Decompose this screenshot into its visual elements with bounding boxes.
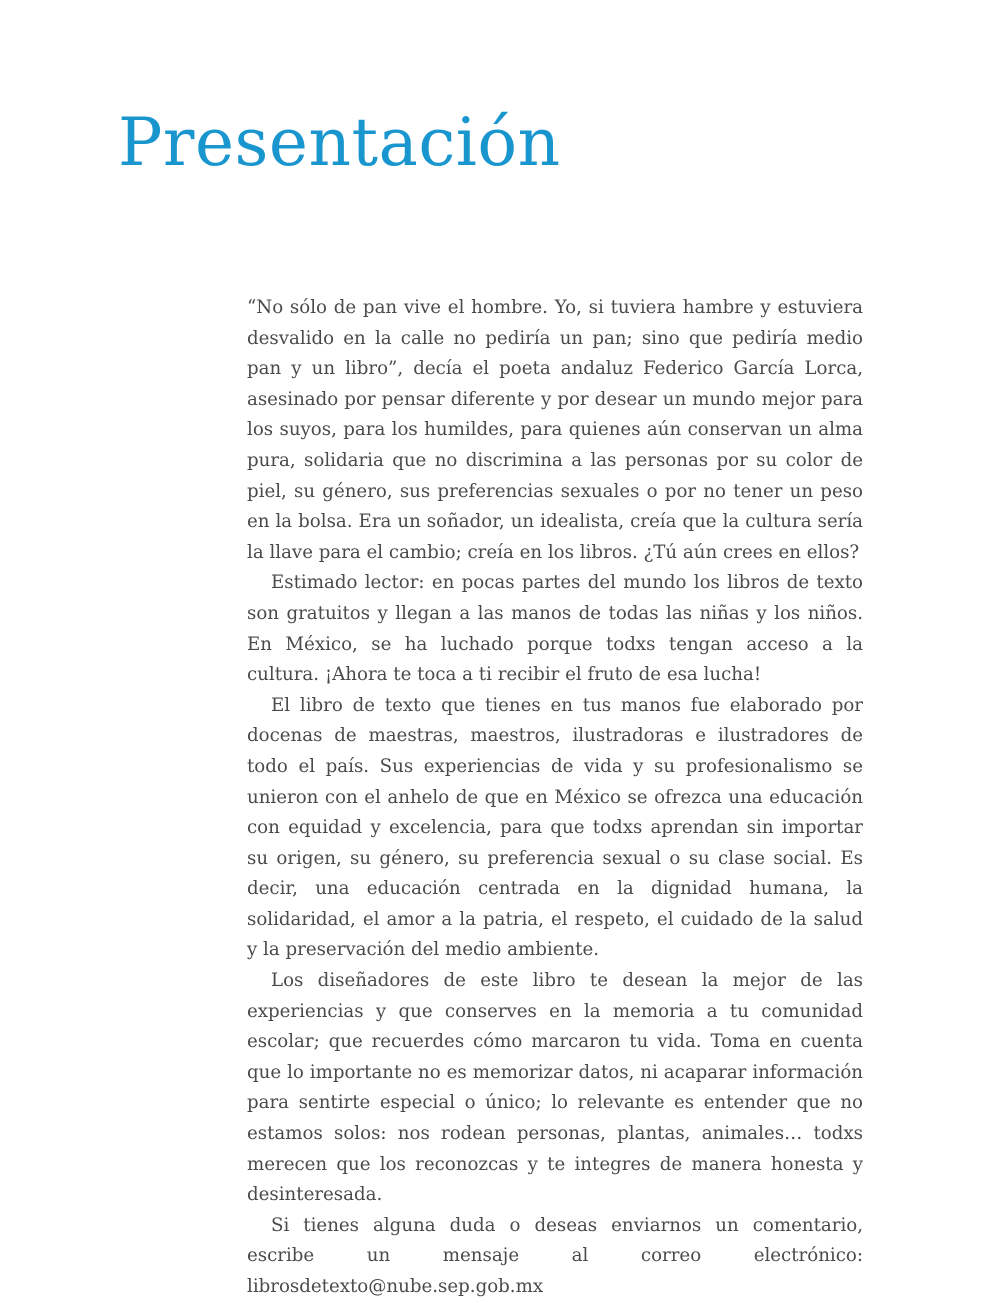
page-title: Presentación <box>118 104 561 181</box>
paragraph-dear-reader: Estimado lector: en pocas partes del mundo los libros de texto son gratuitos y llegan a las manos de todas las niñas y los niños. En México, se ha luchado porque todxs tengan acceso a la cultura. ¡Ahora te toca a ti recibir el fruto de esa lucha! <box>247 572 863 686</box>
paragraph-textbook-authors: El libro de texto que tienes en tus manos fue elaborado por docenas de maestras, maestros, ilustradoras e ilustradores de todo el país. Sus experiencias de vida y su profesionalismo se unieron con el anhelo de que en México se ofrezca una educación con equidad y excelencia, para que todxs aprendan sin importar su origen, su género, su preferencia sexual o su clase social. Es decir, una educación centrada en la dignidad humana, la solidaridad, el amor a la patria, el respeto, el cuidado de la salud y la preservación del medio ambiente. <box>247 694 863 961</box>
paragraph-lorca-quote: “No sólo de pan vive el hombre. Yo, si tuviera hambre y estuviera desvalido en la calle no pediría un pan; sino que pediría medio pan y un libro”, decía el poeta andaluz Federico García Lorca, asesinado por pensar diferente y por desear un mundo mejor para los suyos, para los humildes, para quienes aún conservan un alma pura, solidaria que no discrimina a las personas por su color de piel, su género, sus preferencias sexuales o por no tener un peso en la bolsa. Era un soñador, un idealista, creía que la cultura sería la llave para el cambio; creía en los libros. ¿Tú aún crees en ellos? <box>247 297 863 563</box>
paragraph-contact-email: Si tienes alguna duda o deseas enviarnos un comentario, escribe un mensaje al correo electrónico: librosdetexto@nube.sep.gob.mx <box>247 1214 863 1297</box>
presentation-body <box>247 293 863 1303</box>
paragraph-designers-wishes: Los diseñadores de este libro te desean la mejor de las experiencias y que conserves en la memoria a tu comunidad escolar; que recuerdes cómo marcaron tu vida. Toma en cuenta que lo importante no es memorizar datos, ni acaparar información para sentirte especial o único; lo relevante es entender que no estamos solos: nos rodean personas, plantas, animales… todxs merecen que los reconozcas y te integres de manera honesta y desinteresada. <box>247 970 863 1206</box>
